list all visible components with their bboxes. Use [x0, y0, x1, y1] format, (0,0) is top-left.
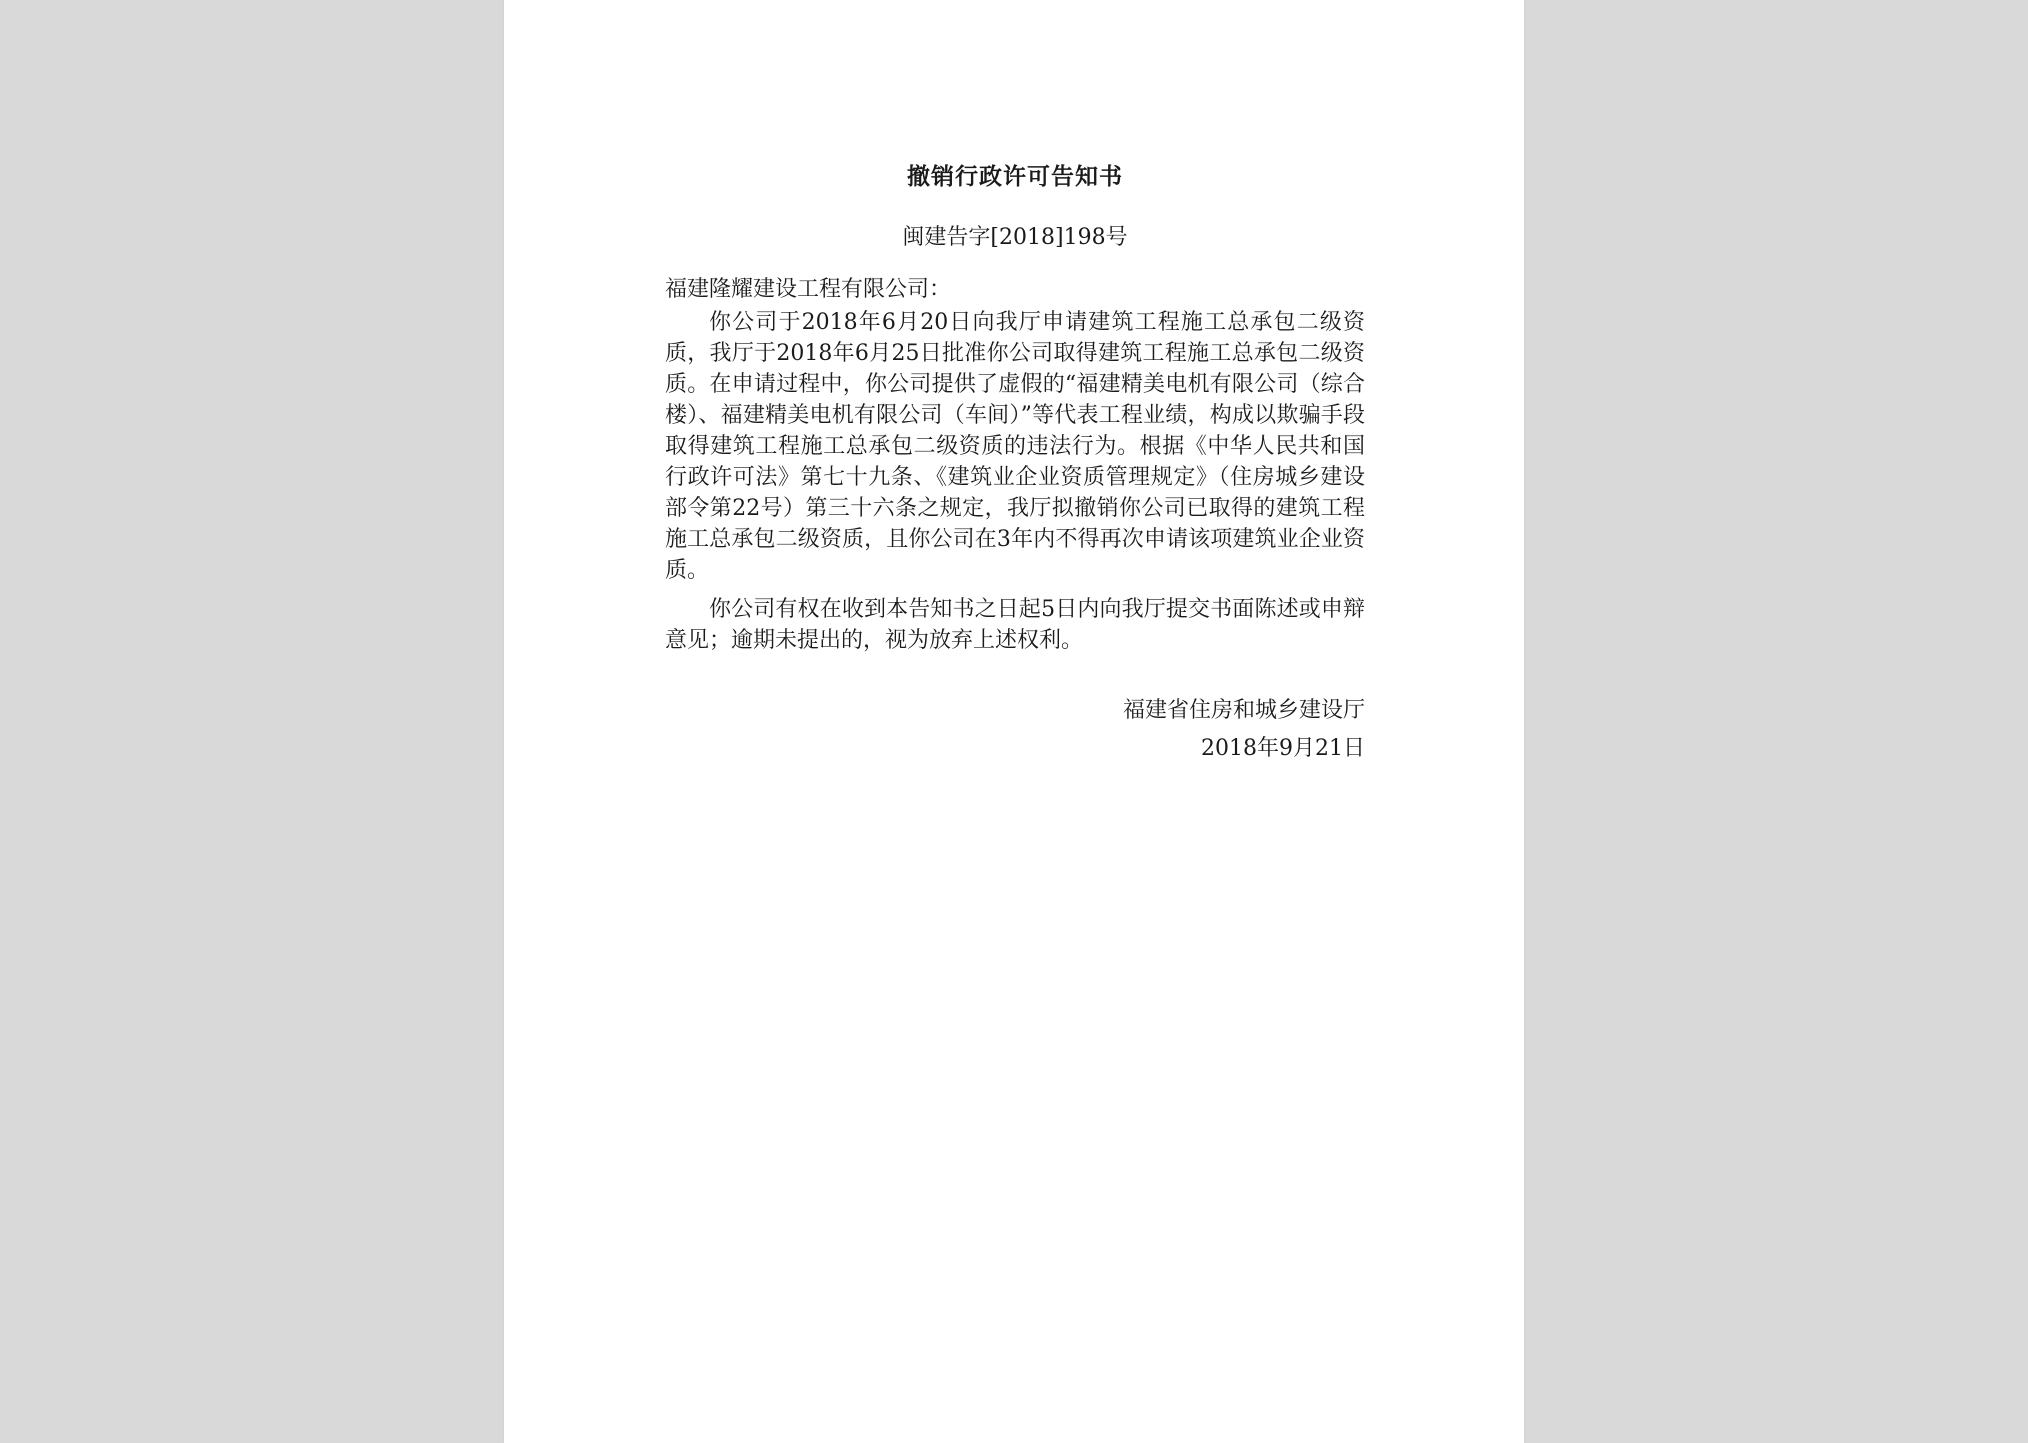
- document-page: [504, 0, 1524, 1443]
- document-number: 闽建告字[2018]198号: [902, 225, 1128, 250]
- issuer-name: 福建省住房和城乡建设厅: [1122, 698, 1365, 723]
- addressee: 福建隆耀建设工程有限公司：: [665, 277, 952, 302]
- body-paragraph-2: 你公司有权在收到本告知书之日起5日内向我厅提交书面陈述或申辩意见；逾期未提出的，视为放弃上述权利。: [665, 597, 1365, 653]
- document-title: 撤销行政许可告知书: [907, 164, 1123, 190]
- signature-block: [665, 692, 1365, 768]
- body-paragraph-1: 你公司于2018年6月20日向我厅申请建筑工程施工总承包二级资质，我厅于2018年6月25日批准你公司取得建筑工程施工总承包二级资质。在申请过程中，你公司提供了虚假的“福建精美电机有限公司（综合楼）、福建精美电机有限公司（车间）”等代表工程业绩，构成以欺骗手段取得建筑工程施工总承包二级资质的违法行为。根据《中华人民共和国行政许可法》第七十九条、《建筑业企业资质管理规定》（住房城乡建设部令第22号）第三十六条之规定，我厅拟撤销你公司已取得的建筑工程施工总承包二级资质，且你公司在3年内不得再次申请该项建筑业企业资质。: [665, 310, 1365, 583]
- issue-date: 2018年9月21日: [1201, 736, 1365, 761]
- document-body: [665, 150, 1365, 768]
